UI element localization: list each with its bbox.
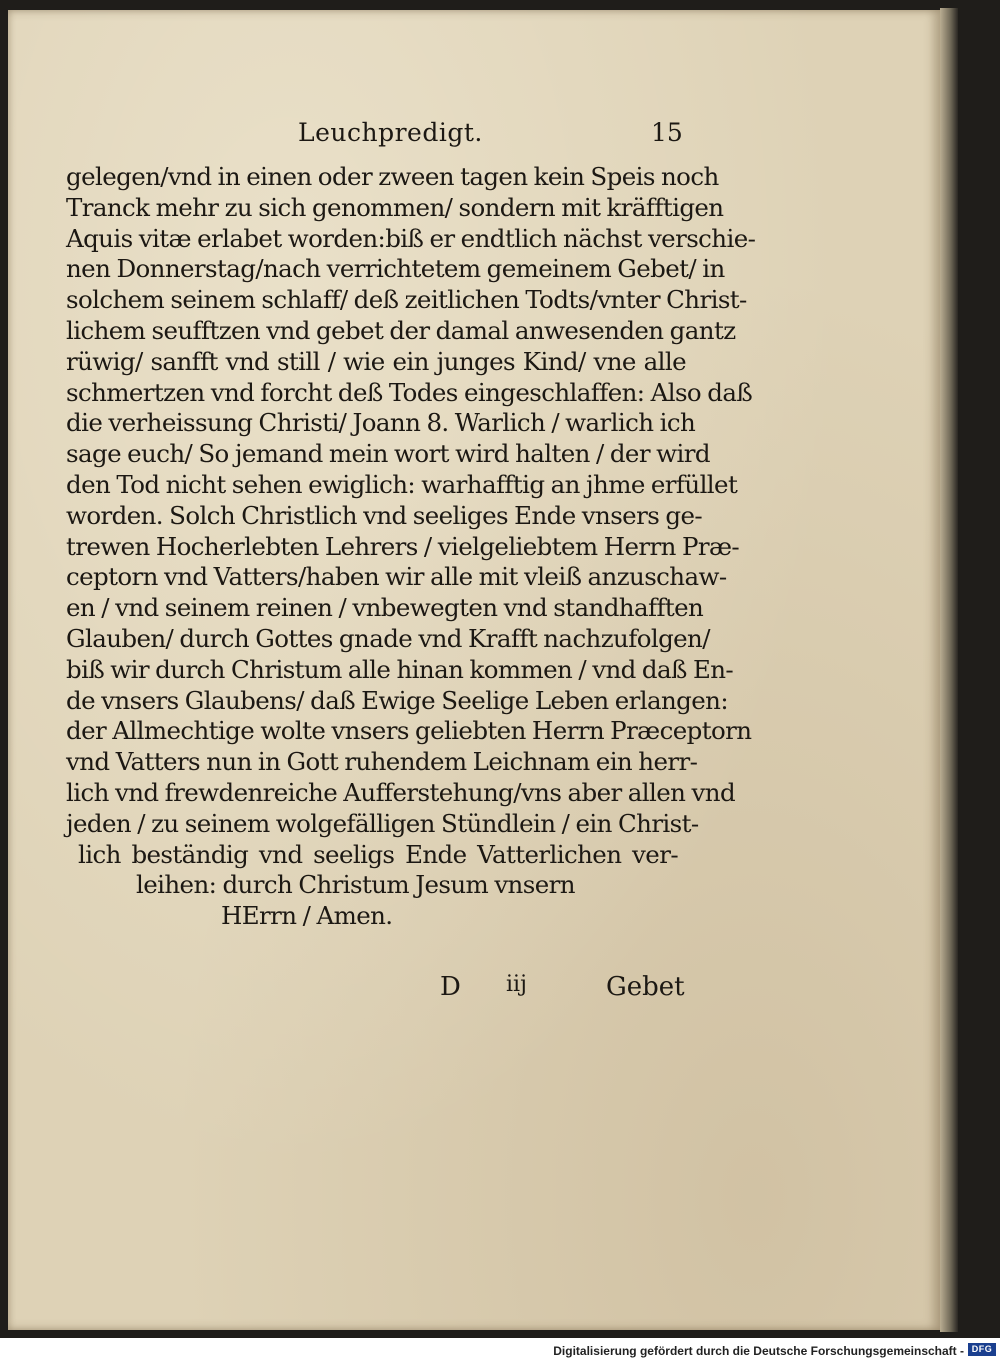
signature-row (440, 972, 720, 1012)
text-block (66, 118, 756, 932)
text-line: rüwig/ sanfft vnd still / wie ein junges Kind/ vne alle (66, 346, 686, 376)
text-line: solchem seinem schlaff/ deß zeitlichen Todts/vnter Christ- (66, 285, 747, 315)
signature-number: iij (506, 972, 527, 997)
closing-line: lich beständig vnd seeligs Ende Vatterlichen ver- (78, 839, 678, 869)
footer-credit (0, 1340, 1000, 1361)
closing-text (66, 840, 686, 932)
text-line: gelegen/vnd in einen oder zween tagen kein Speis noch (66, 162, 719, 191)
dfg-logo: DFG (968, 1343, 996, 1356)
text-line: en / vnd seinem reinen / vnbewegten vnd standhafften (66, 593, 704, 623)
text-line: trewen Hocherlebten Lehrers / vielgeliebtem Herrn Præ- (66, 531, 740, 561)
running-head (66, 118, 686, 162)
text-line: der Allmechtige wolte vnsers geliebten Herrn Præceptorn (66, 716, 752, 746)
running-title: Leuchpredigt. (298, 118, 483, 147)
text-line: Tranck mehr zu sich genommen/ sondern mit kräfftigen (66, 192, 724, 222)
text-line: die verheissung Christi/ Joann 8. Warlich / warlich ich (66, 408, 696, 438)
text-line: worden. Solch Christlich vnd seeliges Ende vnsers ge- (66, 500, 703, 530)
text-line: den Tod nicht sehen ewiglich: warhafftig an jhme erfüllet (66, 469, 738, 499)
text-line: lich vnd frewdenreiche Aufferstehung/vns aber allen vnd (66, 777, 736, 807)
text-line: biß wir durch Christum alle hinan kommen / vnd daß En- (66, 654, 734, 684)
text-line: Glauben/ durch Gottes gnade vnd Krafft nachzufolgen/ (66, 623, 710, 653)
body-text (66, 162, 756, 840)
text-line: lichem seufftzen vnd gebet der damal anwesenden gantz (66, 315, 736, 345)
text-line: de vnsers Glaubens/ daß Ewige Seelige Leben erlangen: (66, 685, 728, 715)
credit-text: Digitalisierung gefördert durch die Deutsche Forschungsgemeinschaft - (553, 1344, 964, 1358)
closing-line: leihen: durch Christum Jesum vnsern (136, 870, 575, 900)
text-line: ceptorn vnd Vatters/haben wir alle mit vleiß anzuschaw- (66, 562, 727, 592)
page-number: 15 (651, 118, 683, 147)
text-line: sage euch/ So jemand mein wort wird halten / der wird (66, 439, 710, 469)
signature-mark: D (440, 972, 461, 1002)
page-edge (940, 8, 958, 1332)
book-page (8, 10, 940, 1330)
closing-line: HErrn / Amen. (221, 901, 393, 931)
text-line: jeden / zu seinem wolgefälligen Stündlein / ein Christ- (66, 808, 699, 838)
text-line: schmertzen vnd forcht deß Todes eingeschlaffen: Also daß (66, 377, 753, 407)
text-line: vnd Vatters nun in Gott ruhendem Leichnam ein herr- (66, 747, 698, 777)
text-line: Aquis vitæ erlabet worden:biß er endtlich nächst verschie- (66, 223, 756, 253)
text-line: nen Donnerstag/nach verrichtetem gemeinem Gebet/ in (66, 254, 725, 284)
catchword: Gebet (606, 972, 685, 1002)
